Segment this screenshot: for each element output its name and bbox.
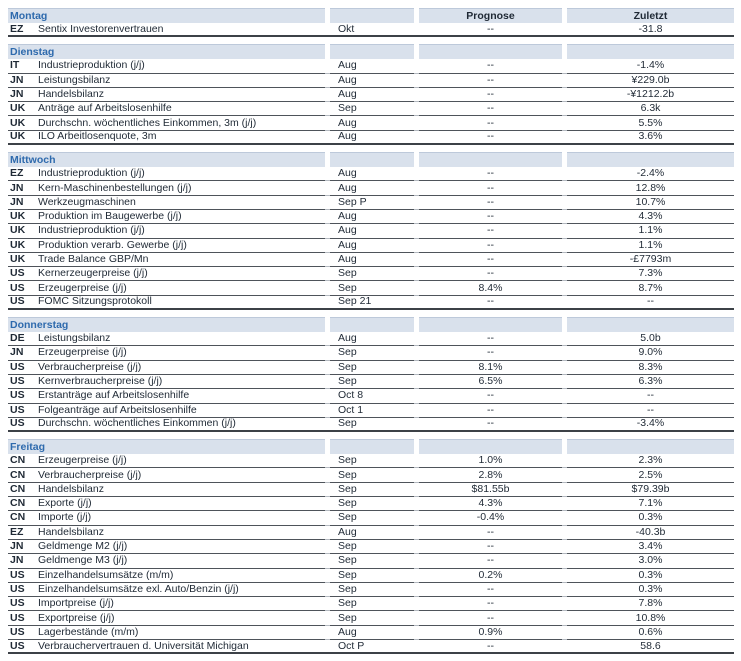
- country-code: US: [10, 295, 25, 308]
- period-cell: Sep: [330, 361, 414, 375]
- prognose-value: --: [419, 131, 562, 145]
- day-label: Freitag: [8, 439, 325, 454]
- period-cell: Aug: [330, 526, 414, 540]
- prognose-value: --: [419, 640, 562, 654]
- period-cell: Sep: [330, 267, 414, 281]
- indicator-name: Einzelhandelsumsätze exl. Auto/Benzin (j/j): [38, 582, 239, 595]
- calendar-row: [8, 59, 734, 73]
- indicator-name: Kern-Maschinenbestellungen (j/j): [38, 181, 192, 194]
- period-header-segment: [330, 8, 414, 23]
- indicator-cell: [8, 253, 325, 267]
- zuletzt-value: -40.3b: [567, 526, 734, 540]
- indicator-cell: [8, 167, 325, 181]
- period-cell: Sep P: [330, 196, 414, 210]
- period-cell: Sep: [330, 281, 414, 295]
- period-header-segment: [330, 439, 414, 454]
- indicator-cell: [8, 554, 325, 568]
- prognose-value: --: [419, 74, 562, 88]
- period-cell: Oct 1: [330, 404, 414, 418]
- zuletzt-value: 1.1%: [567, 224, 734, 238]
- indicator-cell: [8, 239, 325, 253]
- country-code: EZ: [10, 23, 24, 35]
- zuletzt-value: 0.3%: [567, 583, 734, 597]
- column-header-zuletzt: [567, 439, 734, 454]
- indicator-name: Lagerbestände (m/m): [38, 625, 139, 638]
- column-header-prognose: [419, 317, 562, 332]
- indicator-cell: [8, 102, 325, 116]
- prognose-value: --: [419, 540, 562, 554]
- period-cell: Aug: [330, 253, 414, 267]
- period-cell: Aug: [330, 626, 414, 640]
- country-code: US: [10, 389, 25, 402]
- indicator-name: Industrieproduktion (j/j): [38, 59, 145, 72]
- period-cell: Sep: [330, 483, 414, 497]
- prognose-value: 0.2%: [419, 569, 562, 583]
- period-cell: Aug: [330, 167, 414, 181]
- indicator-cell: [8, 583, 325, 597]
- calendar-row: [8, 181, 734, 195]
- indicator-name: Trade Balance GBP/Mn: [38, 253, 149, 265]
- prognose-value: 8.1%: [419, 361, 562, 375]
- calendar-section: [8, 152, 734, 310]
- zuletzt-value: 58.6: [567, 640, 734, 654]
- zuletzt-value: 2.5%: [567, 468, 734, 482]
- prognose-value: --: [419, 346, 562, 360]
- indicator-cell: [8, 59, 325, 73]
- indicator-cell: [8, 611, 325, 625]
- period-cell: Sep: [330, 497, 414, 511]
- period-cell: Sep: [330, 454, 414, 468]
- country-code: UK: [10, 130, 26, 143]
- calendar-row: [8, 167, 734, 181]
- country-code: US: [10, 281, 25, 294]
- calendar-row: [8, 483, 734, 497]
- column-header-zuletzt: [567, 152, 734, 167]
- period-cell: Aug: [330, 181, 414, 195]
- country-code: US: [10, 625, 25, 638]
- zuletzt-value: -¥1212.2b: [567, 88, 734, 102]
- prognose-value: 2.8%: [419, 468, 562, 482]
- period-cell: Sep: [330, 569, 414, 583]
- period-cell: Okt: [330, 23, 414, 37]
- country-code: JN: [10, 540, 24, 553]
- indicator-cell: [8, 267, 325, 281]
- prognose-value: --: [419, 167, 562, 181]
- prognose-value: --: [419, 224, 562, 238]
- column-header-prognose: [419, 152, 562, 167]
- prognose-value: --: [419, 102, 562, 116]
- prognose-value: --: [419, 554, 562, 568]
- period-cell: Aug: [330, 88, 414, 102]
- indicator-cell: [8, 332, 325, 346]
- zuletzt-value: 7.3%: [567, 267, 734, 281]
- indicator-name: Erzeugerpreise (j/j): [38, 346, 127, 359]
- country-code: CN: [10, 468, 26, 481]
- period-cell: Aug: [330, 116, 414, 130]
- country-code: UK: [10, 224, 26, 237]
- calendar-row: [8, 23, 734, 37]
- period-cell: Sep: [330, 346, 414, 360]
- zuletzt-value: $79.39b: [567, 483, 734, 497]
- zuletzt-value: 3.0%: [567, 554, 734, 568]
- country-code: US: [10, 267, 25, 280]
- indicator-cell: [8, 196, 325, 210]
- indicator-cell: [8, 640, 325, 654]
- prognose-value: --: [419, 210, 562, 224]
- country-code: CN: [10, 454, 26, 467]
- country-code: JN: [10, 73, 24, 86]
- column-header-prognose: Prognose: [419, 8, 562, 23]
- period-cell: Sep: [330, 102, 414, 116]
- column-header-prognose: [419, 44, 562, 59]
- zuletzt-value: 5.5%: [567, 116, 734, 130]
- indicator-name: Handelsbilanz: [38, 88, 104, 101]
- column-header-prognose: [419, 439, 562, 454]
- indicator-name: Erstanträge auf Arbeitslosenhilfe: [38, 389, 190, 402]
- calendar-row: [8, 640, 734, 654]
- day-header-bar: [8, 44, 734, 59]
- indicator-cell: [8, 404, 325, 418]
- calendar-row: [8, 296, 734, 310]
- zuletzt-value: -1.4%: [567, 59, 734, 73]
- prognose-value: 4.3%: [419, 497, 562, 511]
- indicator-name: Importe (j/j): [38, 511, 92, 524]
- day-label: Montag: [8, 8, 325, 23]
- calendar-row: [8, 540, 734, 554]
- zuletzt-value: -31.8: [567, 23, 734, 37]
- day-header-bar: [8, 317, 734, 332]
- calendar-row: [8, 569, 734, 583]
- zuletzt-value: --: [567, 389, 734, 403]
- prognose-value: --: [419, 116, 562, 130]
- indicator-cell: [8, 418, 325, 432]
- country-code: UK: [10, 116, 26, 129]
- period-cell: Aug: [330, 59, 414, 73]
- zuletzt-value: 10.7%: [567, 196, 734, 210]
- prognose-value: --: [419, 332, 562, 346]
- calendar-row: [8, 253, 734, 267]
- period-cell: Sep: [330, 583, 414, 597]
- zuletzt-value: 6.3k: [567, 102, 734, 116]
- country-code: US: [10, 597, 25, 610]
- prognose-value: --: [419, 389, 562, 403]
- column-header-zuletzt: Zuletzt: [567, 8, 734, 23]
- zuletzt-value: 6.3%: [567, 375, 734, 389]
- country-code: CN: [10, 511, 26, 524]
- indicator-name: Handelsbilanz: [38, 525, 104, 538]
- calendar-row: [8, 281, 734, 295]
- indicator-name: Erzeugerpreise (j/j): [38, 281, 127, 294]
- zuletzt-value: -2.4%: [567, 167, 734, 181]
- indicator-name: Kernverbraucherpreise (j/j): [38, 375, 163, 388]
- zuletzt-value: -3.4%: [567, 418, 734, 432]
- indicator-cell: [8, 281, 325, 295]
- country-code: US: [10, 375, 25, 388]
- prognose-value: 8.4%: [419, 281, 562, 295]
- prognose-value: 6.5%: [419, 375, 562, 389]
- prognose-value: --: [419, 181, 562, 195]
- indicator-cell: [8, 511, 325, 525]
- zuletzt-value: 5.0b: [567, 332, 734, 346]
- day-header-bar: [8, 8, 734, 23]
- country-code: UK: [10, 238, 26, 251]
- calendar-section: [8, 44, 734, 145]
- calendar-row: [8, 611, 734, 625]
- indicator-name: Kernerzeugerpreise (j/j): [38, 267, 148, 280]
- country-code: UK: [10, 210, 26, 223]
- zuletzt-value: 10.8%: [567, 611, 734, 625]
- indicator-cell: [8, 210, 325, 224]
- calendar-section: [8, 8, 734, 37]
- prognose-value: --: [419, 59, 562, 73]
- indicator-name: Werkzeugmaschinen: [38, 195, 136, 208]
- country-code: US: [10, 568, 25, 581]
- calendar-row: [8, 88, 734, 102]
- indicator-cell: [8, 569, 325, 583]
- indicator-name: Verbraucherpreise (j/j): [38, 360, 142, 373]
- indicator-name: FOMC Sitzungsprotokoll: [38, 295, 152, 308]
- prognose-value: --: [419, 253, 562, 267]
- calendar-row: [8, 454, 734, 468]
- column-header-zuletzt: [567, 44, 734, 59]
- zuletzt-value: 3.6%: [567, 131, 734, 145]
- indicator-cell: [8, 181, 325, 195]
- calendar-row: [8, 418, 734, 432]
- prognose-value: --: [419, 404, 562, 418]
- day-label: Mittwoch: [8, 152, 325, 167]
- indicator-cell: [8, 23, 325, 37]
- calendar-row: [8, 102, 734, 116]
- zuletzt-value: 8.3%: [567, 361, 734, 375]
- prognose-value: --: [419, 267, 562, 281]
- country-code: JN: [10, 346, 24, 359]
- country-code: US: [10, 403, 25, 416]
- indicator-name: Produktion verarb. Gewerbe (j/j): [38, 238, 187, 251]
- country-code: US: [10, 360, 25, 373]
- day-label: Dienstag: [8, 44, 325, 59]
- day-header-bar: [8, 152, 734, 167]
- indicator-name: Einzelhandelsumsätze (m/m): [38, 568, 174, 581]
- indicator-name: Anträge auf Arbeitslosenhilfe: [38, 102, 172, 115]
- indicator-cell: [8, 497, 325, 511]
- indicator-name: Durchschn. wöchentliches Einkommen (j/j): [38, 417, 236, 430]
- country-code: DE: [10, 332, 25, 345]
- indicator-cell: [8, 597, 325, 611]
- prognose-value: --: [419, 611, 562, 625]
- indicator-name: Verbraucherpreise (j/j): [38, 468, 142, 481]
- prognose-value: --: [419, 526, 562, 540]
- period-cell: Aug: [330, 74, 414, 88]
- country-code: CN: [10, 482, 26, 495]
- period-cell: Sep: [330, 468, 414, 482]
- prognose-value: -0.4%: [419, 511, 562, 525]
- indicator-name: Produktion im Baugewerbe (j/j): [38, 210, 182, 223]
- country-code: JN: [10, 195, 24, 208]
- prognose-value: --: [419, 23, 562, 37]
- indicator-name: Industrieproduktion (j/j): [38, 167, 145, 180]
- country-code: US: [10, 639, 25, 652]
- calendar-row: [8, 196, 734, 210]
- column-header-zuletzt: [567, 317, 734, 332]
- period-cell: Aug: [330, 131, 414, 145]
- period-cell: Sep: [330, 418, 414, 432]
- zuletzt-value: 0.6%: [567, 626, 734, 640]
- zuletzt-value: ¥229.0b: [567, 74, 734, 88]
- calendar-row: [8, 526, 734, 540]
- indicator-cell: [8, 88, 325, 102]
- calendar-row: [8, 389, 734, 403]
- period-cell: Sep: [330, 375, 414, 389]
- country-code: US: [10, 611, 25, 624]
- country-code: JN: [10, 554, 24, 567]
- period-cell: Sep: [330, 611, 414, 625]
- period-header-segment: [330, 317, 414, 332]
- country-code: EZ: [10, 167, 24, 180]
- prognose-value: --: [419, 88, 562, 102]
- period-cell: Oct P: [330, 640, 414, 654]
- indicator-cell: [8, 526, 325, 540]
- country-code: JN: [10, 88, 24, 101]
- indicator-name: Erzeugerpreise (j/j): [38, 454, 127, 467]
- indicator-cell: [8, 361, 325, 375]
- calendar-row: [8, 239, 734, 253]
- indicator-name: Handelsbilanz: [38, 482, 104, 495]
- indicator-name: Folgeanträge auf Arbeitslosenhilfe: [38, 403, 197, 416]
- calendar-row: [8, 554, 734, 568]
- indicator-cell: [8, 74, 325, 88]
- period-cell: Sep: [330, 597, 414, 611]
- zuletzt-value: 7.1%: [567, 497, 734, 511]
- calendar-row: [8, 375, 734, 389]
- indicator-name: Geldmenge M3 (j/j): [38, 554, 128, 567]
- calendar-section: [8, 317, 734, 432]
- country-code: US: [10, 417, 25, 430]
- period-cell: Sep: [330, 554, 414, 568]
- calendar-row: [8, 267, 734, 281]
- calendar-row: [8, 131, 734, 145]
- period-header-segment: [330, 152, 414, 167]
- calendar-row: [8, 210, 734, 224]
- calendar-row: [8, 74, 734, 88]
- day-header-bar: [8, 439, 734, 454]
- prognose-value: 0.9%: [419, 626, 562, 640]
- zuletzt-value: -£7793m: [567, 253, 734, 267]
- zuletzt-value: 9.0%: [567, 346, 734, 360]
- indicator-name: Geldmenge M2 (j/j): [38, 540, 128, 553]
- calendar-row: [8, 597, 734, 611]
- indicator-name: ILO Arbeitlosenquote, 3m: [38, 130, 157, 143]
- indicator-cell: [8, 346, 325, 360]
- calendar-row: [8, 224, 734, 238]
- indicator-cell: [8, 389, 325, 403]
- prognose-value: 1.0%: [419, 454, 562, 468]
- indicator-cell: [8, 116, 325, 130]
- indicator-name: Sentix Investorenvertrauen: [38, 23, 164, 35]
- country-code: US: [10, 582, 25, 595]
- calendar-row: [8, 511, 734, 525]
- zuletzt-value: 0.3%: [567, 569, 734, 583]
- indicator-name: Importpreise (j/j): [38, 597, 114, 610]
- period-cell: Sep: [330, 511, 414, 525]
- country-code: JN: [10, 181, 24, 194]
- prognose-value: --: [419, 597, 562, 611]
- indicator-cell: [8, 131, 325, 145]
- indicator-cell: [8, 626, 325, 640]
- calendar-row: [8, 468, 734, 482]
- prognose-value: $81.55b: [419, 483, 562, 497]
- calendar-section: [8, 439, 734, 654]
- indicator-name: Durchschn. wöchentliches Einkommen, 3m (j/j): [38, 116, 257, 129]
- zuletzt-value: 8.7%: [567, 281, 734, 295]
- economic-calendar: [8, 8, 734, 654]
- period-cell: Aug: [330, 239, 414, 253]
- indicator-cell: [8, 454, 325, 468]
- zuletzt-value: --: [567, 404, 734, 418]
- indicator-name: Leistungsbilanz: [38, 332, 111, 345]
- prognose-value: --: [419, 583, 562, 597]
- zuletzt-value: 7.8%: [567, 597, 734, 611]
- indicator-cell: [8, 468, 325, 482]
- country-code: CN: [10, 497, 26, 510]
- zuletzt-value: 1.1%: [567, 239, 734, 253]
- calendar-row: [8, 116, 734, 130]
- zuletzt-value: 12.8%: [567, 181, 734, 195]
- prognose-value: --: [419, 418, 562, 432]
- indicator-cell: [8, 224, 325, 238]
- zuletzt-value: 4.3%: [567, 210, 734, 224]
- calendar-row: [8, 404, 734, 418]
- period-cell: Oct 8: [330, 389, 414, 403]
- country-code: EZ: [10, 525, 24, 538]
- calendar-row: [8, 497, 734, 511]
- period-header-segment: [330, 44, 414, 59]
- calendar-row: [8, 583, 734, 597]
- indicator-cell: [8, 375, 325, 389]
- prognose-value: --: [419, 196, 562, 210]
- day-label: Donnerstag: [8, 317, 325, 332]
- calendar-row: [8, 346, 734, 360]
- country-code: UK: [10, 253, 26, 265]
- prognose-value: --: [419, 296, 562, 310]
- indicator-name: Exportpreise (j/j): [38, 611, 115, 624]
- calendar-row: [8, 361, 734, 375]
- country-code: IT: [10, 59, 20, 72]
- zuletzt-value: --: [567, 296, 734, 310]
- indicator-name: Exporte (j/j): [38, 497, 92, 510]
- period-cell: Sep: [330, 540, 414, 554]
- indicator-cell: [8, 296, 325, 310]
- prognose-value: --: [419, 239, 562, 253]
- calendar-row: [8, 332, 734, 346]
- period-cell: Aug: [330, 332, 414, 346]
- indicator-name: Verbrauchervertrauen d. Universität Michigan: [38, 639, 249, 652]
- zuletzt-value: 2.3%: [567, 454, 734, 468]
- country-code: UK: [10, 102, 26, 115]
- indicator-name: Industrieproduktion (j/j): [38, 224, 145, 237]
- period-cell: Aug: [330, 224, 414, 238]
- indicator-cell: [8, 540, 325, 554]
- zuletzt-value: 3.4%: [567, 540, 734, 554]
- zuletzt-value: 0.3%: [567, 511, 734, 525]
- indicator-name: Leistungsbilanz: [38, 73, 111, 86]
- period-cell: Sep 21: [330, 296, 414, 310]
- indicator-cell: [8, 483, 325, 497]
- period-cell: Aug: [330, 210, 414, 224]
- calendar-row: [8, 626, 734, 640]
